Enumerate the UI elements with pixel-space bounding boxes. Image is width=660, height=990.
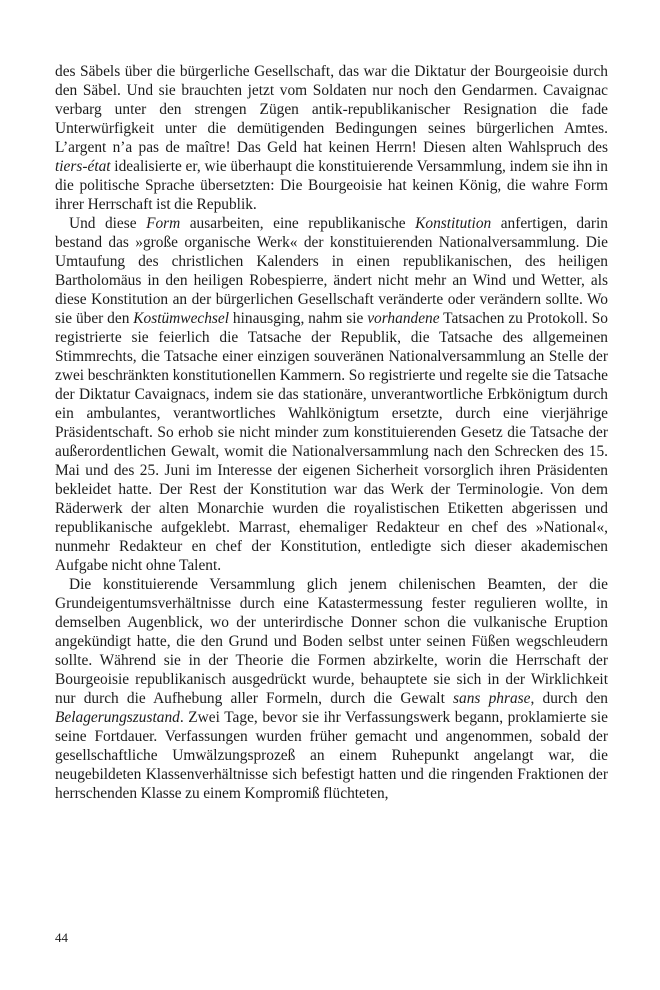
text-segment-italic: Kostümwechsel — [133, 310, 230, 327]
paragraph — [55, 575, 608, 803]
text-segment: anfertigen, darin bestand das »große organische Werk« der konstituierenden Nationalversammlung. Die Umtaufung des christlichen Kalenders in einen republikanischen, des heiligen Bartholomäus in den heiligen Robespierre, ändert nicht mehr an Wind und Wetter, als diese Konstitution an der bürgerlichen Gesellschaft veränderte oder verändern sollte. Wo sie über den — [55, 215, 609, 327]
text-segment-italic: vorhandene — [367, 310, 440, 327]
text-segment: . Zwei Tage, bevor sie ihr Verfassungswerk begann, proklamierte sie seine Fortdauer. Verfassungen wurden früher gemacht und angenommen, sobald der gesellschaftliche Umwälzungsprozeß an einem Ruhepunkt angelangt war, die neugebildeten Klassenverhältnisse sich befestigt hatten und die ringenden Fraktionen der herrschenden Klasse zu einem Kompromiß flüchteten, — [55, 709, 608, 802]
text-segment-italic: sans phrase — [453, 690, 531, 707]
text-segment: des Säbels über die bürgerliche Gesellschaft, das war die Diktatur der Bourgeoisie durch den Säbel. Und sie brauchten jetzt vom Soldaten nur noch den Gendarmen. Cavaignac verbarg unter den strengen Zügen antik-republikanischer Resignation die fade Unterwürfigkeit unter die demütigenden Bedingungen seines bürgerlichen Amtes. L’argent n’a pas de maître! Das Geld hat keinen Herrn! Diesen alten Wahlspruch des — [55, 63, 608, 156]
text-segment-italic: Belagerungszustand — [55, 709, 180, 726]
paragraph — [55, 214, 608, 575]
text-segment-italic: tiers-état — [55, 158, 111, 175]
text-segment: idealisierte er, wie überhaupt die konstituierende Versammlung, indem sie ihn in die politische Sprache übersetzten: Die Bourgeoisie hat keinen König, die wahre Form ihrer Herrschaft ist die Republik. — [55, 158, 608, 213]
page-number: 44 — [55, 930, 68, 945]
text-segment: , durch den — [530, 690, 608, 707]
paragraph — [55, 62, 608, 214]
page-text — [55, 62, 608, 803]
text-segment: Tatsachen zu Protokoll. So registrierte sie feierlich die Tatsache der Republik, die Tatsache des allgemeinen Stimmrechts, die Tatsache einer einzigen souveränen Nationalversammlung an Stelle der zwei beschränkten konstitutionellen Kammern. So registrierte und regelte sie die Tatsache der Diktatur Cavaignacs, indem sie das stationäre, unverantwortliche Erbkönigtum durch ein ambulantes, verantwortliches Wahlkönigtum ersetzte, durch eine vierjährige Präsidentschaft. So erhob sie nicht minder zum konstituierenden Gesetz die Tatsache der außerordentlichen Gewalt, womit die Nationalversammlung nach den Schrecken des 15. Mai und des 25. Juni im Interesse der eigenen Sicherheit vorsorglich ihren Präsidenten bekleidet hatte. Der Rest der Konstitution war das Werk der Terminologie. Von dem Räderwerk der alten Monarchie wurden die royalistischen Etiketten abgerissen und republikanische aufgeklebt. Marrast, ehemaliger Redakteur en chef des »National«, nunmehr Redakteur en chef der Konstitution, entledigte sich dieser akademischen Aufgabe nicht ohne Talent. — [55, 310, 608, 574]
text-segment: hinausging, nahm sie — [229, 310, 368, 327]
text-segment-italic: Konstitution — [415, 215, 492, 232]
text-segment: Und diese — [69, 215, 147, 232]
text-segment: Die konstituierende Versammlung glich jenem chilenischen Beamten, der die Grundeigentumsverhältnisse durch eine Katastermessung fester regulieren wollte, in demselben Augenblick, wo der unterirdische Donner schon die vulkanische Eruption angekündigt hatte, die den Grund und Boden selbst unter seinen Füßen wegschleudern sollte. Während sie in der Theorie die Formen abzirkelte, worin die Herrschaft der Bourgeoisie republikanisch ausgedrückt wurde, behauptete sie sich in der Wirklichkeit nur durch die Aufhebung aller Formeln, durch die Gewalt — [55, 576, 608, 707]
text-segment: ausarbeiten, eine republikanische — [180, 215, 416, 232]
text-segment-italic: Form — [146, 215, 181, 232]
